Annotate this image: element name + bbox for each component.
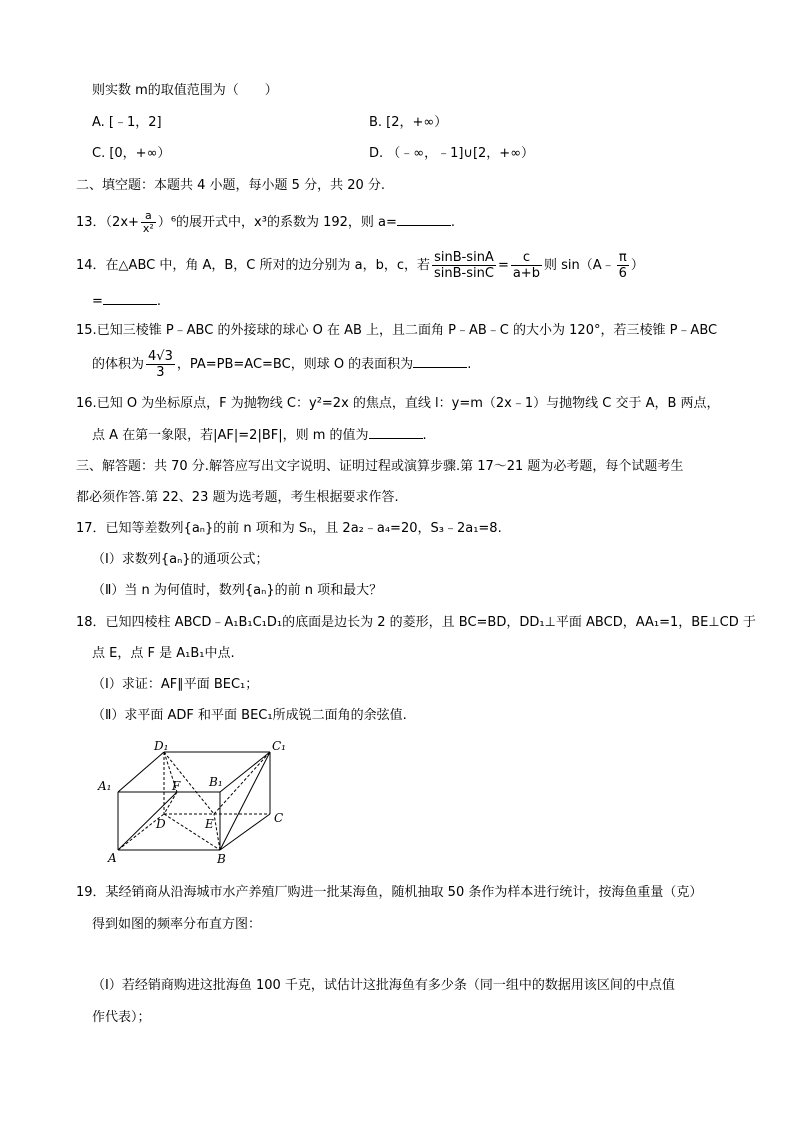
label-a: A bbox=[108, 851, 117, 865]
q14-f2-num: c bbox=[511, 250, 542, 266]
label-d: D bbox=[156, 817, 166, 831]
q14-f1-num: sinB-sinA bbox=[432, 250, 496, 266]
q16-text-2: 点 A 在第一象限，若|AF|=2|BF|，则 m 的值为 bbox=[92, 428, 369, 443]
q15-pre: 的体积为 bbox=[92, 357, 145, 372]
q14-f1-den: sinB-sinC bbox=[434, 266, 494, 281]
q14-f3-den: 6 bbox=[618, 266, 627, 281]
label-a1: A₁ bbox=[98, 779, 112, 793]
q15-post: ，PA=PB=AC=BC，则球 O 的表面积为 bbox=[176, 357, 414, 372]
q12-option-b: B. [2，+∞） bbox=[369, 115, 448, 130]
q15-end: . bbox=[467, 357, 472, 372]
q15-answer-blank[interactable] bbox=[413, 355, 467, 368]
q18-part1: （Ⅰ）求证：AF∥平面 BEC₁； bbox=[92, 677, 259, 692]
q16-answer-blank[interactable] bbox=[369, 426, 423, 439]
q19-line2: 得到如图的频率分布直方图： bbox=[92, 917, 262, 932]
q14-number: 14． bbox=[76, 258, 106, 273]
q14-equals: = bbox=[92, 294, 103, 309]
q14-f3-num: π bbox=[617, 250, 629, 266]
section3-header-line1: 三、解答题：共 70 分.解答应写出文字说明、证明过程或演算步骤.第 17～21 题为必考题，每个试题考生 bbox=[76, 459, 684, 474]
label-b1: B₁ bbox=[209, 775, 223, 789]
q13-pre: （2x+ bbox=[105, 215, 139, 230]
q13-frac-num: a bbox=[141, 210, 156, 223]
q14-answer-blank[interactable] bbox=[103, 292, 157, 305]
q18-line1: 18．已知四棱柱 ABCD﹣A₁B₁C₁D₁的底面是边长为 2 的菱形，且 BC=BD，DD₁⊥平面 ABCD，AA₁=1，BE⊥CD 于 bbox=[76, 615, 756, 630]
q16-line2 bbox=[92, 426, 427, 445]
q19-part1-line2: 作代表）； bbox=[92, 1010, 151, 1025]
q18-line2: 点 E，点 F 是 A₁B₁中点. bbox=[92, 646, 235, 661]
q18-part2: （Ⅱ）求平面 ADF 和平面 BEC₁所成锐二面角的余弦值. bbox=[92, 708, 407, 723]
q16-text-1: 已知 O 为坐标原点，F 为抛物线 C：y²=2x 的焦点，直线 l：y=m（2x﹣1）与抛物线 C 交于 A，B 两点， bbox=[96, 396, 720, 411]
q15-frac-num: 4√3 bbox=[148, 349, 173, 364]
q13 bbox=[76, 208, 455, 238]
q16-end: . bbox=[422, 428, 427, 443]
q16-line1 bbox=[76, 395, 720, 413]
q14-mid: 则 sin（A﹣ bbox=[543, 258, 615, 273]
q14-f2-den: a+b bbox=[512, 266, 540, 281]
q16-number: 16. bbox=[76, 396, 97, 411]
q19-part1-line1: （Ⅰ）若经销商购进这批海鱼 100 千克，试估计这批海鱼有多少条（同一组中的数据用该区间的中点值 bbox=[92, 978, 675, 993]
q19-line1: 19．某经销商从沿海城市水产养殖厂购进一批某海鱼，随机抽取 50 条作为样本进行统计，按海鱼重量（克） bbox=[76, 885, 703, 900]
q15-line1 bbox=[76, 322, 717, 340]
q13-fraction bbox=[141, 210, 156, 235]
q14-close: ） bbox=[630, 258, 644, 273]
q14-eq: = bbox=[497, 258, 509, 273]
q12-option-c: C. [0，+∞） bbox=[92, 146, 171, 161]
q15-number: 15. bbox=[76, 323, 97, 338]
q13-number: 13． bbox=[76, 215, 106, 230]
q12-option-d: D. （﹣∞，﹣1]∪[2，+∞） bbox=[369, 146, 535, 161]
q14-line1 bbox=[76, 249, 644, 283]
label-c: C bbox=[274, 811, 284, 825]
q14-fraction-2 bbox=[511, 250, 542, 281]
q15-line2 bbox=[92, 348, 471, 382]
q15-frac-den: 3 bbox=[156, 365, 165, 380]
q13-end: . bbox=[450, 215, 456, 230]
q15-fraction bbox=[146, 349, 175, 380]
q17-part1: （Ⅰ）求数列{aₙ}的通项公式； bbox=[92, 552, 269, 567]
q17-stem: 17．已知等差数列{aₙ}的前 n 项和为 Sₙ，且 2a₂﹣a₄=20，S₃﹣2a₁=8. bbox=[76, 521, 502, 536]
q14-fraction-1 bbox=[432, 250, 496, 281]
q17-part2: （Ⅱ）当 n 为何值时，数列{aₙ}的前 n 项和最大？ bbox=[92, 583, 383, 598]
section2-header: 二、填空题：本题共 4 小题，每小题 5 分，共 20 分. bbox=[76, 178, 386, 193]
label-b: B bbox=[217, 852, 226, 866]
label-d1: D₁ bbox=[154, 739, 169, 753]
label-e: E bbox=[205, 817, 214, 831]
q13-post: ）⁶的展开式中，x³的系数为 192，则 a= bbox=[157, 215, 397, 230]
q14-text: 在△ABC 中，角 A，B，C 所对的边分别为 a，b，c，若 bbox=[105, 258, 430, 273]
q13-answer-blank[interactable] bbox=[397, 213, 451, 226]
q14-line2 bbox=[92, 292, 161, 311]
q13-frac-den: x² bbox=[142, 222, 154, 235]
q15-text-1: 已知三棱锥 P﹣ABC 的外接球的球心 O 在 AB 上，且二面角 P﹣AB﹣C 的大小为 120°，若三棱锥 P﹣ABC bbox=[96, 323, 718, 338]
q18-prism-diagram bbox=[96, 738, 296, 866]
q12-stem: 则实数 m的取值范围为（ ） bbox=[92, 83, 278, 98]
q14-end: . bbox=[156, 294, 162, 309]
q12-option-a: A. [﹣1，2] bbox=[92, 115, 162, 130]
label-f: F bbox=[172, 779, 181, 793]
label-c1: C₁ bbox=[272, 739, 286, 753]
section3-header-line2: 都必须作答.第 22、23 题为选考题，考生根据要求作答. bbox=[76, 490, 399, 505]
q14-fraction-3 bbox=[617, 250, 629, 281]
